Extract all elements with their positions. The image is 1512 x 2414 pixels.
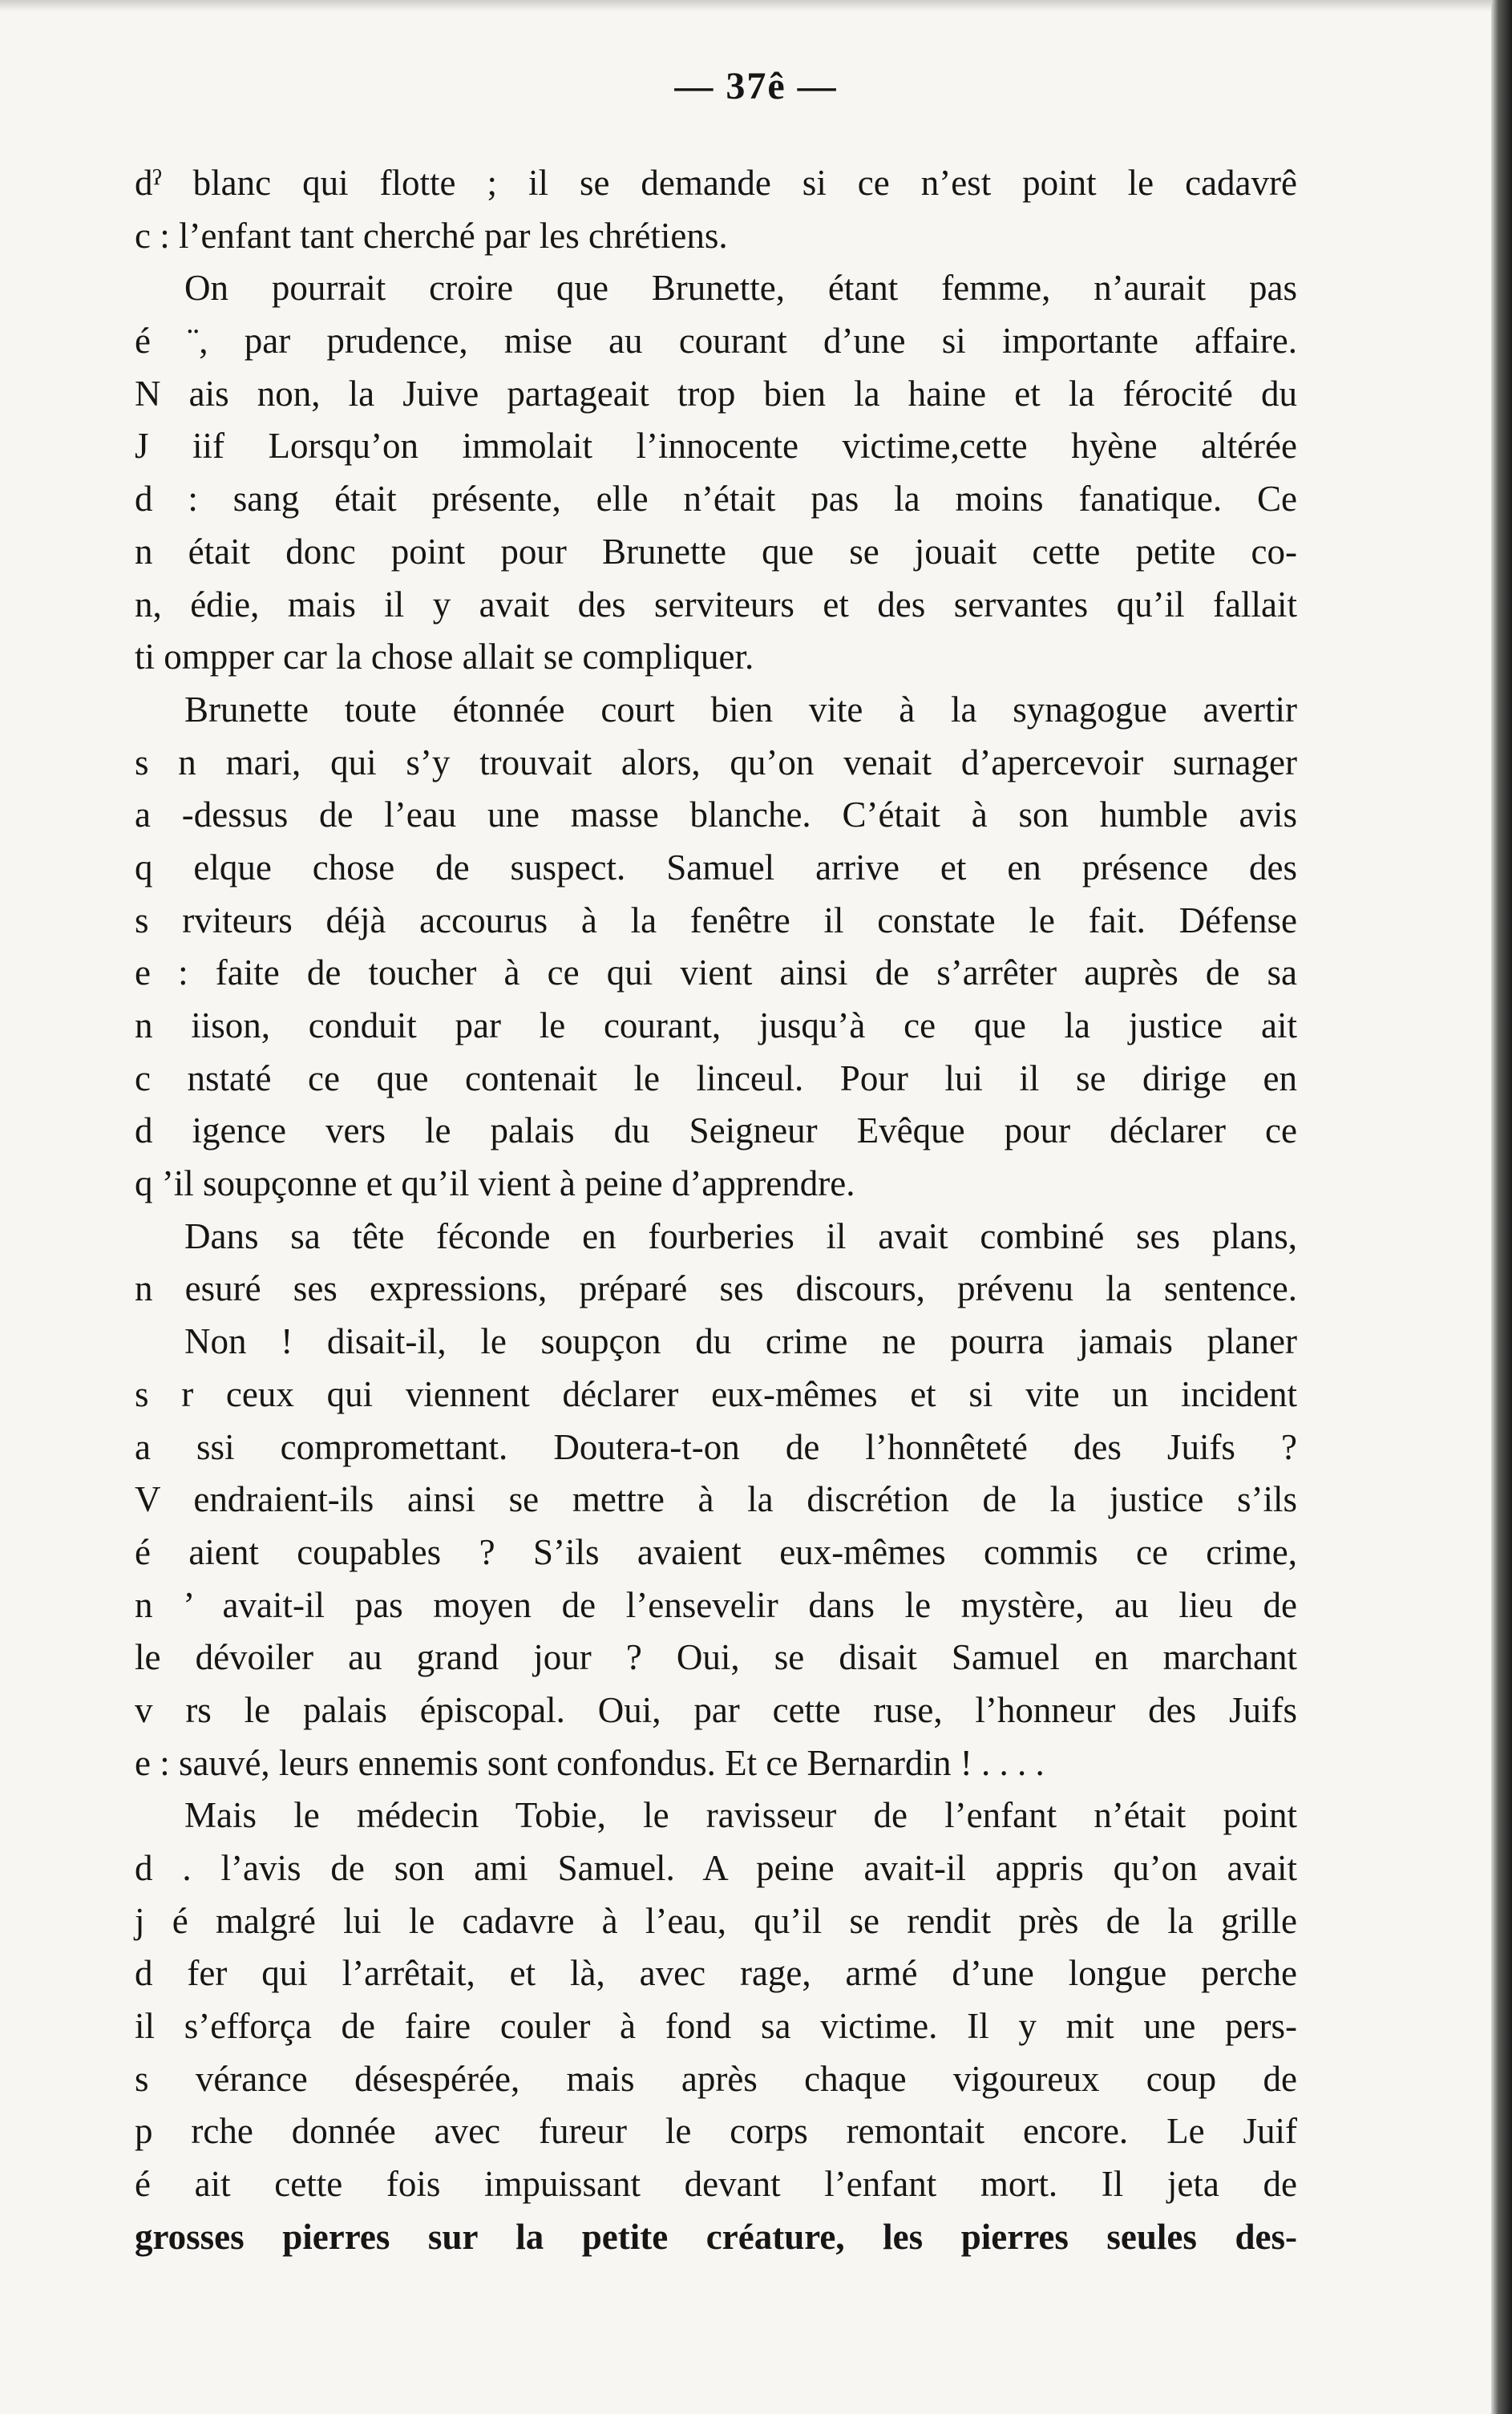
text-line: e : sauvé, leurs ennemis sont confondus. Et ce Bernardin ! . . . . xyxy=(135,1742,1045,1783)
text-line: n, édie, mais il y avait des serviteurs et des servantes qu’il fallait xyxy=(135,584,1297,625)
text-line: s vérance désespérée, mais après chaque vigoureux coup de xyxy=(135,2058,1297,2099)
text-line: é aient coupables ? S’ils avaient eux-mêmes commis ce crime, xyxy=(135,1531,1297,1572)
text-line: d fer qui l’arrêtait, et là, avec rage, armé d’une longue perche xyxy=(135,1953,1297,1994)
text-line: q elque chose de suspect. Samuel arrive et en présence des xyxy=(135,847,1297,888)
text-line: Dans sa tête féconde en fourberies il avait combiné ses plans, xyxy=(184,1215,1297,1256)
text-line: a ssi compromettant. Doutera-t-on de l’honnêteté des Juifs ? xyxy=(135,1426,1297,1467)
text-line: il s’efforça de faire couler à fond sa victime. Il y mit une pers- xyxy=(135,2006,1297,2047)
text-line: d . l’avis de son ami Samuel. A peine avait-il appris qu’on avait xyxy=(135,1848,1297,1888)
text-line: ti ompper car la chose allait se compliquer. xyxy=(135,637,754,677)
text-line: p rche donnée avec fureur le corps remontait encore. Le Juif xyxy=(135,2111,1297,2152)
text-line: é ait cette fois impuissant devant l’enfant mort. Il jeta de xyxy=(135,2164,1297,2205)
text-line: J iif Lorsqu’on immolait l’innocente victime,cette hyène altérée xyxy=(135,426,1297,467)
text-line: q ’il soupçonne et qu’il vient à peine d’apprendre. xyxy=(135,1163,855,1204)
text-line: d : sang était présente, elle n’était pas la moins fanatique. Ce xyxy=(135,479,1297,520)
text-line: é ¨, par prudence, mise au courant d’une si importante affaire. xyxy=(135,321,1297,362)
text-line: s n mari, qui s’y trouvait alors, qu’on venait d’apercevoir surnager xyxy=(135,742,1297,782)
text-line: V endraient-ils ainsi se mettre à la discrétion de la justice s’ils xyxy=(135,1479,1297,1520)
text-line: j é malgré lui le cadavre à l’eau, qu’il se rendit près de la grille xyxy=(135,1900,1297,1941)
text-line: e : faite de toucher à ce qui vient ainsi de s’arrêter auprès de sa xyxy=(135,952,1297,993)
text-line: s rviteurs déjà accourus à la fenêtre il constate le fait. Défense xyxy=(135,900,1297,940)
text-line: s r ceux qui viennent déclarer eux-mêmes et si vite un incident xyxy=(135,1373,1297,1414)
text-line: n ’ avait-il pas moyen de l’ensevelir dans le mystère, au lieu de xyxy=(135,1584,1297,1625)
text-line: N ais non, la Juive partageait trop bien la haine et la férocité du xyxy=(135,373,1297,414)
text-line: n iison, conduit par le courant, jusqu’à ce que la justice ait xyxy=(135,1005,1297,1045)
text-line: grosses pierres sur la petite créature, les pierres seules des- xyxy=(135,2216,1297,2257)
text-line: n était donc point pour Brunette que se jouait cette petite co- xyxy=(135,531,1297,572)
text-line: v rs le palais épiscopal. Oui, par cette ruse, l’honneur des Juifs xyxy=(135,1689,1297,1730)
text-line: c nstaté ce que contenait le linceul. Pour lui il se dirige en xyxy=(135,1057,1297,1098)
text-line: c : l’enfant tant cherché par les chrétiens. xyxy=(135,215,728,256)
scan-edge-right xyxy=(1491,0,1512,2414)
text-line: dˀ blanc qui flotte ; il se demande si ce n’est point le cadavrê xyxy=(135,163,1297,203)
text-line: Mais le médecin Tobie, le ravisseur de l’enfant n’était point xyxy=(184,1795,1297,1836)
body-text xyxy=(135,157,1297,2264)
text-line: On pourrait croire que Brunette, étant femme, n’aurait pas xyxy=(184,268,1297,309)
scan-edge-top xyxy=(0,0,1512,11)
text-line: Brunette toute étonnée court bien vite à la synagogue avertir xyxy=(184,689,1297,730)
text-line: Non ! disait-il, le soupçon du crime ne pourra jamais planer xyxy=(184,1321,1297,1362)
page-number: — 37ê — xyxy=(674,65,838,107)
text-line: le dévoiler au grand jour ? Oui, se disait Samuel en marchant xyxy=(135,1637,1297,1678)
text-line: n esuré ses expressions, préparé ses discours, prévenu la sentence. xyxy=(135,1268,1297,1309)
text-line: a -dessus de l’eau une masse blanche. C’était à son humble avis xyxy=(135,795,1297,835)
text-line: d igence vers le palais du Seigneur Evêque pour déclarer ce xyxy=(135,1110,1297,1151)
